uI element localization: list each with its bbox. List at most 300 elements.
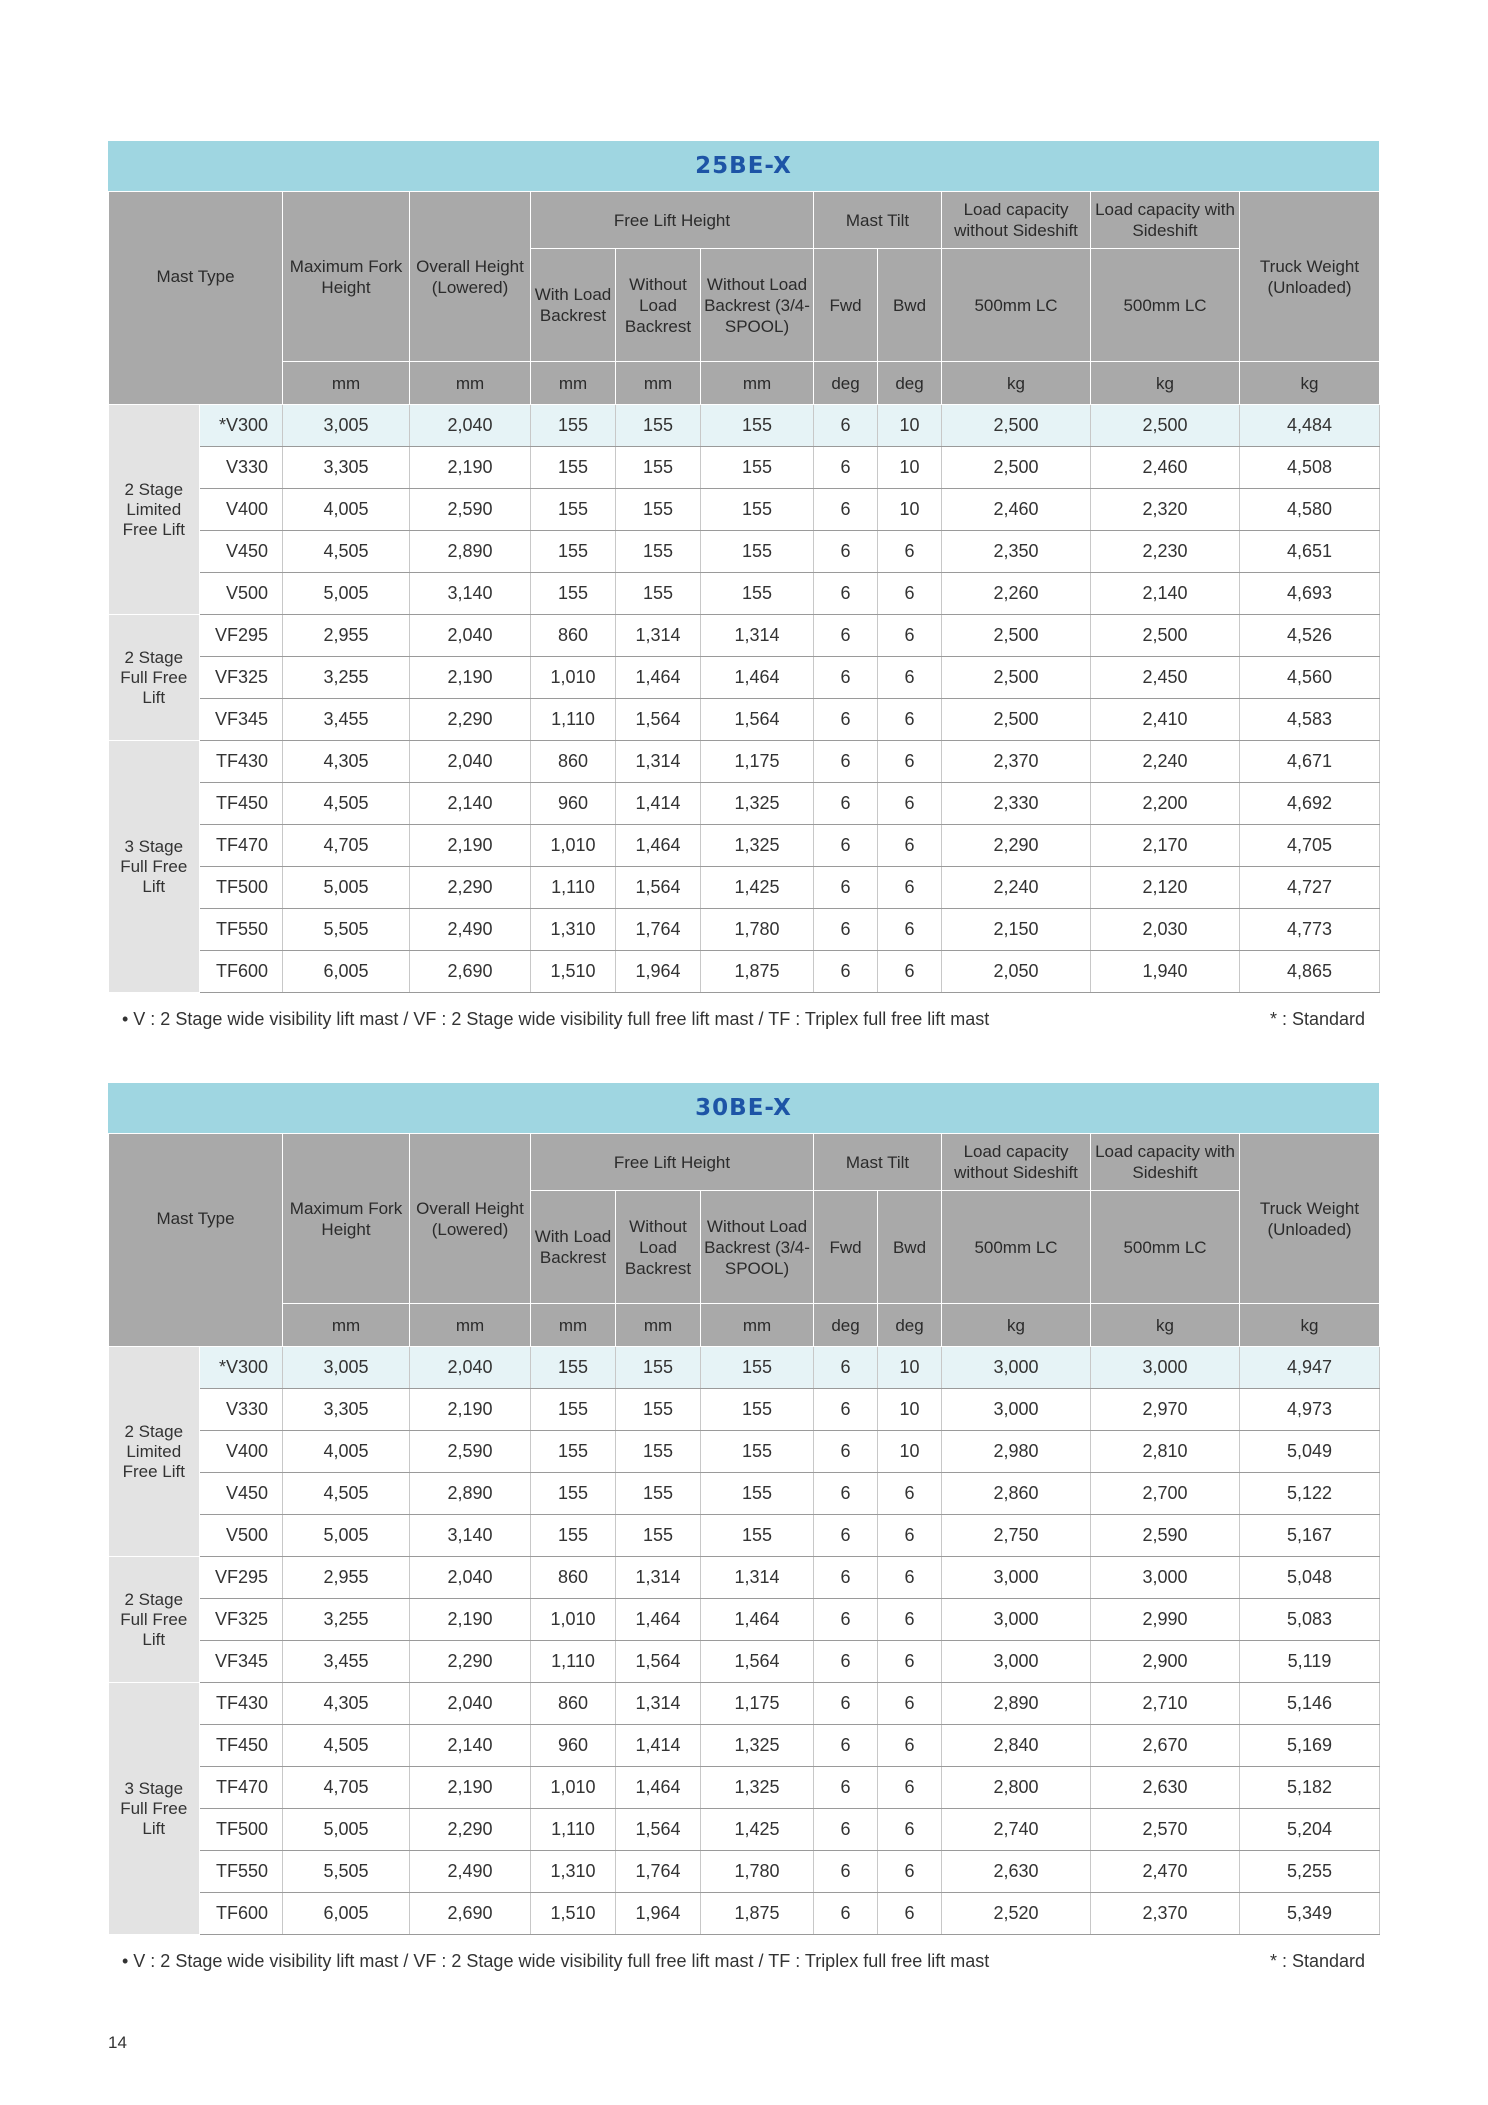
table-cell: 2,810 xyxy=(1091,1431,1240,1473)
table-cell: 2,890 xyxy=(942,1683,1091,1725)
table-row xyxy=(109,699,1380,741)
header-load-cap-with-sideshift: Load capacity with Sideshift xyxy=(1091,1134,1240,1191)
table-cell: 2,690 xyxy=(410,951,531,993)
table-cell: 860 xyxy=(531,1557,616,1599)
table-cell: 2,500 xyxy=(942,405,1091,447)
table-cell: 5,005 xyxy=(283,1809,410,1851)
table-cell: 10 xyxy=(878,1347,942,1389)
table-cell: 2,955 xyxy=(283,1557,410,1599)
unit-cell: deg xyxy=(814,1304,878,1347)
table-cell: 3,140 xyxy=(410,573,531,615)
spec-table-body xyxy=(109,405,1380,993)
table-cell: 2,030 xyxy=(1091,909,1240,951)
table-cell: 4,583 xyxy=(1240,699,1380,741)
table-cell: 4,305 xyxy=(283,741,410,783)
table-cell: 1,325 xyxy=(701,1767,814,1809)
unit-cell: kg xyxy=(1091,362,1240,405)
table-cell: 860 xyxy=(531,1683,616,1725)
table-cell: 1,110 xyxy=(531,1641,616,1683)
table-cell: 6 xyxy=(814,867,878,909)
mast-model-cell: VF325 xyxy=(200,1599,283,1641)
table-cell: 155 xyxy=(701,1515,814,1557)
table-cell: 2,700 xyxy=(1091,1473,1240,1515)
spec-table xyxy=(108,1133,1380,1935)
table-cell: 155 xyxy=(701,531,814,573)
table-cell: 5,146 xyxy=(1240,1683,1380,1725)
table-cell: 3,000 xyxy=(1091,1557,1240,1599)
table-cell: 2,710 xyxy=(1091,1683,1240,1725)
table-cell: 155 xyxy=(616,573,701,615)
table-cell: 2,500 xyxy=(1091,405,1240,447)
table-cell: 2,370 xyxy=(942,741,1091,783)
header-load-cap-without-sideshift: Load capacity without Sideshift xyxy=(942,1134,1091,1191)
table-cell: 2,150 xyxy=(942,909,1091,951)
table-cell: 6 xyxy=(878,1473,942,1515)
table-cell: 6 xyxy=(878,1515,942,1557)
table-cell: 3,255 xyxy=(283,1599,410,1641)
table-row xyxy=(109,1725,1380,1767)
table-cell: 1,564 xyxy=(616,1641,701,1683)
table-row xyxy=(109,615,1380,657)
table-cell: 1,464 xyxy=(701,657,814,699)
table-cell: 1,314 xyxy=(616,615,701,657)
table-cell: 1,310 xyxy=(531,909,616,951)
mast-group-label: 2 Stage Full Free Lift xyxy=(109,1557,200,1683)
table-cell: 10 xyxy=(878,447,942,489)
mast-model-cell: V400 xyxy=(200,489,283,531)
mast-model-cell: VF345 xyxy=(200,699,283,741)
table-cell: 6 xyxy=(814,951,878,993)
table-row xyxy=(109,1599,1380,1641)
table-row xyxy=(109,447,1380,489)
header-max-fork-height: Maximum Fork Height xyxy=(283,1134,410,1304)
unit-cell: kg xyxy=(1240,1304,1380,1347)
table-cell: 4,693 xyxy=(1240,573,1380,615)
table-cell: 3,140 xyxy=(410,1515,531,1557)
table-cell: 1,325 xyxy=(701,825,814,867)
table-row xyxy=(109,909,1380,951)
mast-model-cell: VF295 xyxy=(200,615,283,657)
table-cell: 6 xyxy=(878,531,942,573)
header-fwd: Fwd xyxy=(814,249,878,362)
table-cell: 5,119 xyxy=(1240,1641,1380,1683)
footnote xyxy=(108,1935,1379,1987)
table-cell: 2,190 xyxy=(410,447,531,489)
header-lc-without: 500mm LC xyxy=(942,249,1091,362)
table-cell: 2,460 xyxy=(942,489,1091,531)
table-cell: 6 xyxy=(878,699,942,741)
table-cell: 10 xyxy=(878,489,942,531)
table-cell: 1,175 xyxy=(701,1683,814,1725)
table-cell: 2,500 xyxy=(942,699,1091,741)
table-cell: 6,005 xyxy=(283,1893,410,1935)
table-cell: 2,450 xyxy=(1091,657,1240,699)
table-cell: 4,505 xyxy=(283,531,410,573)
standard-note: * : Standard xyxy=(1269,1009,1365,1029)
table-cell: 1,964 xyxy=(616,951,701,993)
model-title: 25BE-X xyxy=(108,141,1379,191)
table-cell: 4,560 xyxy=(1240,657,1380,699)
table-row xyxy=(109,867,1380,909)
table-row xyxy=(109,1515,1380,1557)
unit-cell: deg xyxy=(878,1304,942,1347)
table-cell: 1,314 xyxy=(616,1557,701,1599)
table-cell: 6 xyxy=(878,825,942,867)
mast-model-cell: V450 xyxy=(200,1473,283,1515)
table-cell: 2,170 xyxy=(1091,825,1240,867)
table-cell: 1,564 xyxy=(616,1809,701,1851)
table-cell: 2,040 xyxy=(410,405,531,447)
table-cell: 155 xyxy=(531,1473,616,1515)
table-cell: 2,980 xyxy=(942,1431,1091,1473)
table-cell: 2,370 xyxy=(1091,1893,1240,1935)
table-cell: 6 xyxy=(814,825,878,867)
table-cell: 3,000 xyxy=(942,1389,1091,1431)
table-cell: 960 xyxy=(531,783,616,825)
mast-model-cell: V500 xyxy=(200,573,283,615)
table-row xyxy=(109,1809,1380,1851)
table-cell: 1,764 xyxy=(616,1851,701,1893)
header-with-load-backrest: With Load Backrest xyxy=(531,249,616,362)
table-cell: 6 xyxy=(814,657,878,699)
table-cell: 4,505 xyxy=(283,1725,410,1767)
table-cell: 155 xyxy=(701,573,814,615)
table-cell: 2,840 xyxy=(942,1725,1091,1767)
table-cell: 155 xyxy=(531,405,616,447)
table-cell: 155 xyxy=(616,1389,701,1431)
table-cell: 6 xyxy=(878,1893,942,1935)
mast-group-label: 2 Stage Limited Free Lift xyxy=(109,405,200,615)
table-cell: 1,425 xyxy=(701,867,814,909)
unit-blank xyxy=(109,362,283,405)
unit-cell: deg xyxy=(814,362,878,405)
table-cell: 6 xyxy=(814,1473,878,1515)
table-cell: 6 xyxy=(814,1725,878,1767)
table-cell: 3,305 xyxy=(283,447,410,489)
table-cell: 1,110 xyxy=(531,867,616,909)
table-cell: 155 xyxy=(616,1515,701,1557)
header-fwd: Fwd xyxy=(814,1191,878,1304)
spec-table xyxy=(108,191,1380,993)
table-cell: 5,048 xyxy=(1240,1557,1380,1599)
unit-blank xyxy=(109,1304,283,1347)
table-cell: 3,000 xyxy=(1091,1347,1240,1389)
table-cell: 2,970 xyxy=(1091,1389,1240,1431)
table-cell: 2,500 xyxy=(942,657,1091,699)
table-cell: 6 xyxy=(814,1767,878,1809)
table-cell: 3,005 xyxy=(283,1347,410,1389)
table-cell: 6 xyxy=(878,1641,942,1683)
header-without-load-backrest: Without Load Backrest xyxy=(616,1191,701,1304)
table-cell: 6 xyxy=(878,909,942,951)
table-cell: 2,890 xyxy=(410,531,531,573)
table-cell: 1,314 xyxy=(616,1683,701,1725)
table-cell: 1,875 xyxy=(701,1893,814,1935)
table-row xyxy=(109,1767,1380,1809)
table-cell: 155 xyxy=(531,489,616,531)
table-cell: 5,083 xyxy=(1240,1599,1380,1641)
header-free-lift-height: Free Lift Height xyxy=(531,192,814,249)
mast-model-cell: VF345 xyxy=(200,1641,283,1683)
table-cell: 6 xyxy=(814,1599,878,1641)
table-cell: 3,000 xyxy=(942,1599,1091,1641)
table-cell: 1,564 xyxy=(616,867,701,909)
table-cell: 3,305 xyxy=(283,1389,410,1431)
header-bwd: Bwd xyxy=(878,1191,942,1304)
header-with-load-backrest: With Load Backrest xyxy=(531,1191,616,1304)
table-cell: 6 xyxy=(814,1851,878,1893)
unit-cell: kg xyxy=(942,362,1091,405)
table-cell: 2,190 xyxy=(410,1599,531,1641)
table-row xyxy=(109,741,1380,783)
table-cell: 5,255 xyxy=(1240,1851,1380,1893)
unit-cell: mm xyxy=(616,362,701,405)
spec-table-block xyxy=(108,1083,1379,1987)
table-cell: 1,940 xyxy=(1091,951,1240,993)
table-cell: 6 xyxy=(814,699,878,741)
table-cell: 2,350 xyxy=(942,531,1091,573)
mast-model-cell: V450 xyxy=(200,531,283,573)
page-number: 14 xyxy=(108,2033,127,2052)
table-cell: 1,464 xyxy=(616,825,701,867)
table-row xyxy=(109,1431,1380,1473)
table-cell: 5,182 xyxy=(1240,1767,1380,1809)
unit-cell: mm xyxy=(410,362,531,405)
table-cell: 6 xyxy=(814,1389,878,1431)
mast-legend-note: • V : 2 Stage wide visibility lift mast / VF : 2 Stage wide visibility full free lift mast / TF : Triplex full free lift mast xyxy=(122,1951,990,1971)
table-cell: 1,414 xyxy=(616,783,701,825)
table-cell: 155 xyxy=(701,1389,814,1431)
header-without-load-backrest-spool: Without Load Backrest (3/4-SPOOL) xyxy=(701,249,814,362)
unit-cell: mm xyxy=(283,362,410,405)
table-cell: 155 xyxy=(531,531,616,573)
mast-model-cell: TF450 xyxy=(200,783,283,825)
mast-model-cell: *V300 xyxy=(200,1347,283,1389)
header-mast-type: Mast Type xyxy=(109,192,283,362)
table-cell: 1,780 xyxy=(701,909,814,951)
table-cell: 2,330 xyxy=(942,783,1091,825)
mast-model-cell: TF430 xyxy=(200,741,283,783)
table-cell: 2,890 xyxy=(410,1473,531,1515)
table-cell: 4,505 xyxy=(283,1473,410,1515)
table-cell: 6 xyxy=(814,447,878,489)
table-cell: 6 xyxy=(814,1641,878,1683)
table-cell: 6 xyxy=(814,1347,878,1389)
header-without-load-backrest: Without Load Backrest xyxy=(616,249,701,362)
table-cell: 2,460 xyxy=(1091,447,1240,489)
table-cell: 2,190 xyxy=(410,1767,531,1809)
table-row xyxy=(109,951,1380,993)
table-cell: 2,230 xyxy=(1091,531,1240,573)
mast-model-cell: TF470 xyxy=(200,1767,283,1809)
table-row xyxy=(109,1893,1380,1935)
table-cell: 1,325 xyxy=(701,783,814,825)
table-cell: 2,630 xyxy=(1091,1767,1240,1809)
table-cell: 155 xyxy=(616,405,701,447)
mast-model-cell: V330 xyxy=(200,1389,283,1431)
table-cell: 2,570 xyxy=(1091,1809,1240,1851)
table-cell: 2,290 xyxy=(410,699,531,741)
table-cell: 1,110 xyxy=(531,699,616,741)
header-mast-type: Mast Type xyxy=(109,1134,283,1304)
mast-model-cell: *V300 xyxy=(200,405,283,447)
table-cell: 155 xyxy=(616,1347,701,1389)
table-row xyxy=(109,573,1380,615)
table-cell: 6 xyxy=(878,573,942,615)
table-cell: 3,455 xyxy=(283,699,410,741)
table-cell: 5,122 xyxy=(1240,1473,1380,1515)
unit-cell: mm xyxy=(701,1304,814,1347)
table-cell: 1,564 xyxy=(701,699,814,741)
table-cell: 6 xyxy=(814,1809,878,1851)
table-cell: 860 xyxy=(531,741,616,783)
table-cell: 2,190 xyxy=(410,1389,531,1431)
mast-group-label: 2 Stage Limited Free Lift xyxy=(109,1347,200,1557)
table-cell: 6 xyxy=(878,1851,942,1893)
table-cell: 5,505 xyxy=(283,1851,410,1893)
header-overall-height: Overall Height (Lowered) xyxy=(410,1134,531,1304)
table-cell: 3,255 xyxy=(283,657,410,699)
table-cell: 5,349 xyxy=(1240,1893,1380,1935)
table-cell: 2,290 xyxy=(410,867,531,909)
table-cell: 1,510 xyxy=(531,1893,616,1935)
table-cell: 2,590 xyxy=(410,1431,531,1473)
table-cell: 155 xyxy=(701,447,814,489)
table-cell: 10 xyxy=(878,1389,942,1431)
table-cell: 2,040 xyxy=(410,1683,531,1725)
table-cell: 4,651 xyxy=(1240,531,1380,573)
mast-model-cell: V330 xyxy=(200,447,283,489)
table-cell: 1,780 xyxy=(701,1851,814,1893)
unit-cell: mm xyxy=(531,1304,616,1347)
header-lc-without: 500mm LC xyxy=(942,1191,1091,1304)
table-cell: 155 xyxy=(701,405,814,447)
table-cell: 5,005 xyxy=(283,573,410,615)
table-cell: 2,470 xyxy=(1091,1851,1240,1893)
table-cell: 1,010 xyxy=(531,1599,616,1641)
table-cell: 2,900 xyxy=(1091,1641,1240,1683)
mast-group-label: 3 Stage Full Free Lift xyxy=(109,741,200,993)
mast-group-label: 2 Stage Full Free Lift xyxy=(109,615,200,741)
header-free-lift-height: Free Lift Height xyxy=(531,1134,814,1191)
table-cell: 4,692 xyxy=(1240,783,1380,825)
table-row xyxy=(109,531,1380,573)
table-cell: 5,169 xyxy=(1240,1725,1380,1767)
model-title: 30BE-X xyxy=(108,1083,1379,1133)
table-cell: 6 xyxy=(878,1725,942,1767)
table-cell: 2,290 xyxy=(942,825,1091,867)
table-row xyxy=(109,1473,1380,1515)
table-cell: 2,500 xyxy=(1091,615,1240,657)
table-cell: 6 xyxy=(814,1431,878,1473)
table-cell: 6 xyxy=(878,951,942,993)
table-cell: 4,727 xyxy=(1240,867,1380,909)
mast-group-label: 3 Stage Full Free Lift xyxy=(109,1683,200,1935)
table-cell: 2,410 xyxy=(1091,699,1240,741)
table-cell: 2,670 xyxy=(1091,1725,1240,1767)
table-cell: 2,500 xyxy=(942,447,1091,489)
mast-legend-note: • V : 2 Stage wide visibility lift mast / VF : 2 Stage wide visibility full free lift mast / TF : Triplex full free lift mast xyxy=(122,1009,990,1029)
table-cell: 2,800 xyxy=(942,1767,1091,1809)
table-cell: 155 xyxy=(616,447,701,489)
header-without-load-backrest-spool: Without Load Backrest (3/4-SPOOL) xyxy=(701,1191,814,1304)
header-truck-weight: Truck Weight (Unloaded) xyxy=(1240,1134,1380,1304)
table-cell: 2,590 xyxy=(1091,1515,1240,1557)
table-cell: 6 xyxy=(814,1557,878,1599)
table-cell: 6 xyxy=(878,1767,942,1809)
table-cell: 2,490 xyxy=(410,909,531,951)
table-cell: 1,325 xyxy=(701,1725,814,1767)
table-cell: 6 xyxy=(814,489,878,531)
table-cell: 1,564 xyxy=(616,699,701,741)
table-cell: 155 xyxy=(616,1473,701,1515)
table-cell: 4,580 xyxy=(1240,489,1380,531)
table-cell: 2,040 xyxy=(410,1347,531,1389)
table-cell: 2,290 xyxy=(410,1641,531,1683)
table-cell: 4,505 xyxy=(283,783,410,825)
table-cell: 6 xyxy=(814,1515,878,1557)
table-cell: 1,764 xyxy=(616,909,701,951)
table-cell: 155 xyxy=(701,1347,814,1389)
unit-cell: kg xyxy=(1240,362,1380,405)
table-cell: 155 xyxy=(701,1473,814,1515)
unit-cell: mm xyxy=(283,1304,410,1347)
table-cell: 5,005 xyxy=(283,1515,410,1557)
mast-model-cell: TF550 xyxy=(200,1851,283,1893)
table-row xyxy=(109,1641,1380,1683)
table-cell: 2,520 xyxy=(942,1893,1091,1935)
footnote xyxy=(108,993,1379,1045)
table-cell: 155 xyxy=(531,1347,616,1389)
table-cell: 6 xyxy=(814,1893,878,1935)
unit-cell: deg xyxy=(878,362,942,405)
table-cell: 2,690 xyxy=(410,1893,531,1935)
table-cell: 155 xyxy=(531,1389,616,1431)
table-cell: 155 xyxy=(531,1515,616,1557)
header-mast-tilt: Mast Tilt xyxy=(814,192,942,249)
table-cell: 2,500 xyxy=(942,615,1091,657)
table-cell: 2,240 xyxy=(942,867,1091,909)
table-cell: 1,010 xyxy=(531,825,616,867)
table-cell: 1,314 xyxy=(701,615,814,657)
table-cell: 2,740 xyxy=(942,1809,1091,1851)
table-cell: 4,947 xyxy=(1240,1347,1380,1389)
spec-table-block xyxy=(108,141,1379,1045)
table-cell: 4,773 xyxy=(1240,909,1380,951)
table-cell: 2,140 xyxy=(1091,573,1240,615)
table-cell: 2,120 xyxy=(1091,867,1240,909)
table-cell: 4,671 xyxy=(1240,741,1380,783)
table-row xyxy=(109,405,1380,447)
table-cell: 4,705 xyxy=(283,1767,410,1809)
unit-cell: kg xyxy=(1091,1304,1240,1347)
table-cell: 6 xyxy=(878,615,942,657)
table-cell: 4,484 xyxy=(1240,405,1380,447)
table-cell: 155 xyxy=(701,489,814,531)
table-cell: 2,190 xyxy=(410,825,531,867)
table-cell: 4,973 xyxy=(1240,1389,1380,1431)
table-cell: 5,505 xyxy=(283,909,410,951)
table-cell: 1,110 xyxy=(531,1809,616,1851)
table-row xyxy=(109,1557,1380,1599)
table-cell: 2,050 xyxy=(942,951,1091,993)
header-load-cap-with-sideshift: Load capacity with Sideshift xyxy=(1091,192,1240,249)
mast-model-cell: TF550 xyxy=(200,909,283,951)
table-cell: 2,040 xyxy=(410,1557,531,1599)
table-cell: 155 xyxy=(531,447,616,489)
table-cell: 1,564 xyxy=(701,1641,814,1683)
table-cell: 4,305 xyxy=(283,1683,410,1725)
